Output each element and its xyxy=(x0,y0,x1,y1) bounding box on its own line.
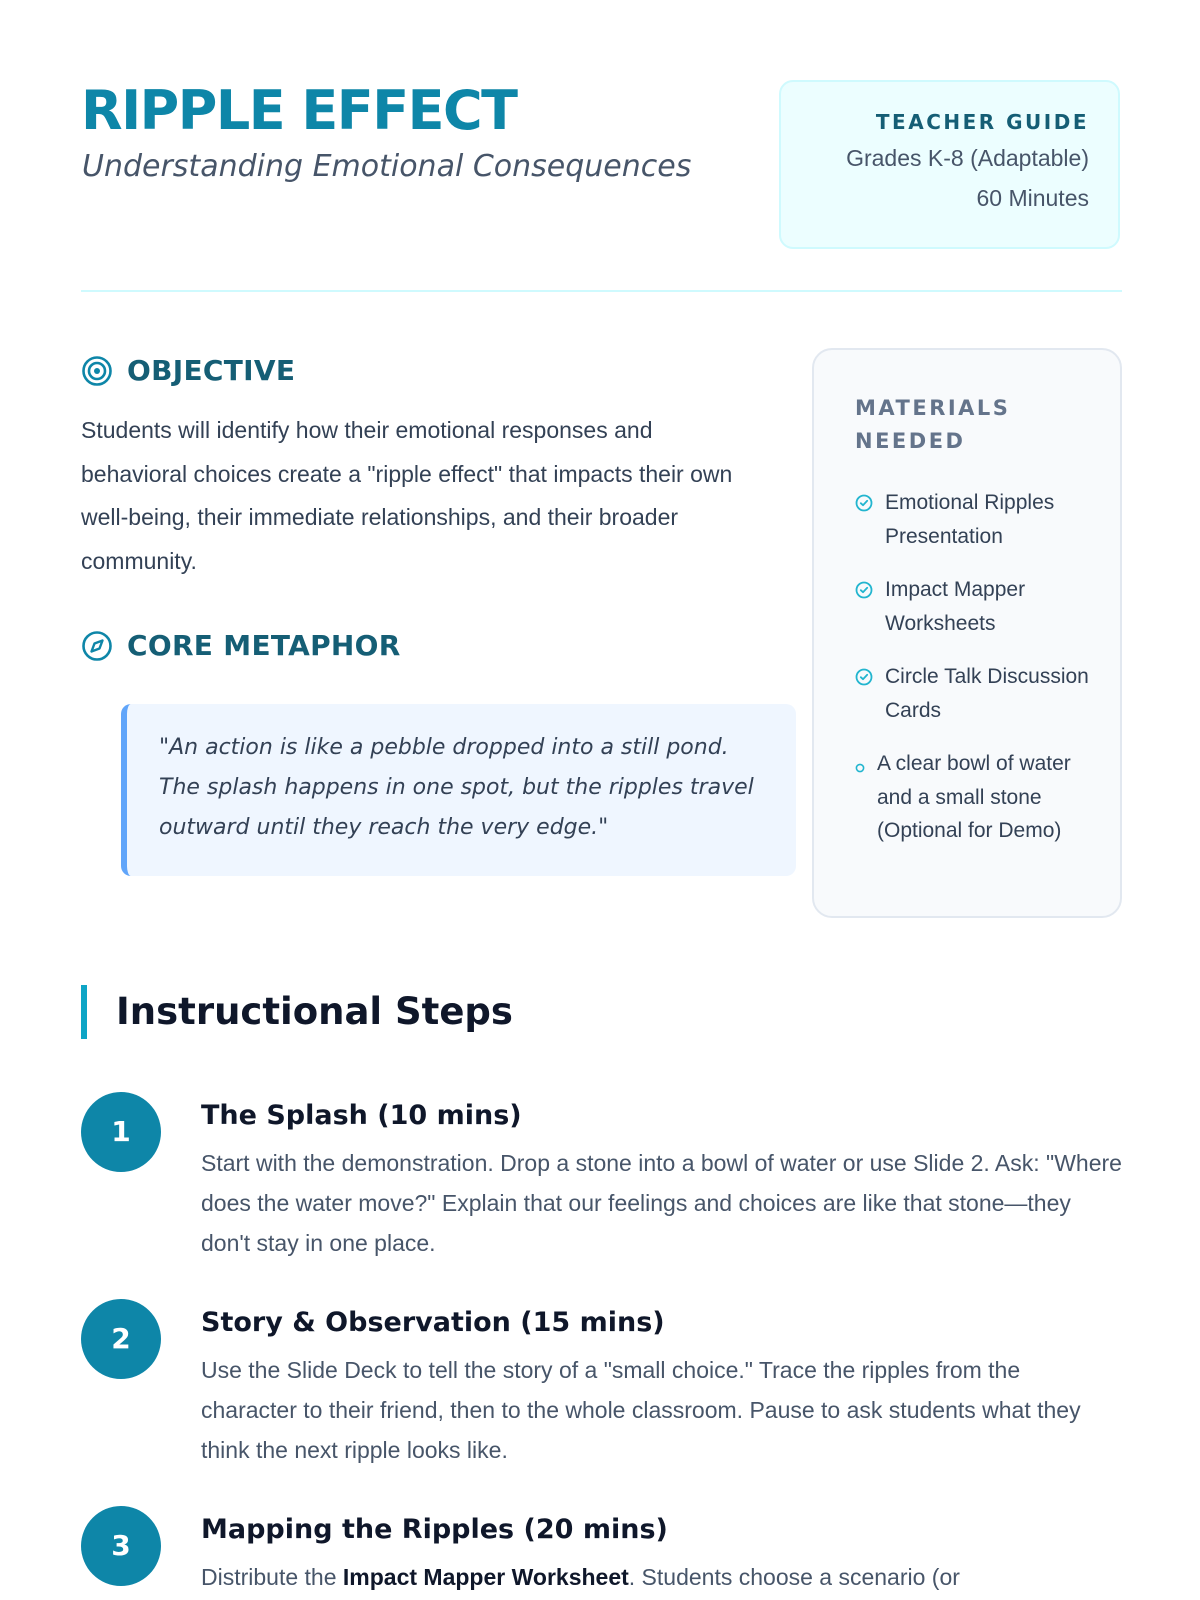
material-item-label: Impact Mapper Worksheets xyxy=(885,578,1026,635)
step-title: Story & Observation (15 mins) xyxy=(201,1307,665,1338)
core-metaphor-heading xyxy=(81,629,401,662)
materials-list xyxy=(855,486,1100,848)
core-metaphor-heading-text: CORE METAPHOR xyxy=(127,629,401,662)
check-circle-icon xyxy=(855,668,873,691)
material-item xyxy=(855,573,1100,640)
worksheet-name: Impact Mapper Worksheet xyxy=(342,1564,629,1590)
step-description xyxy=(201,1557,1122,1597)
page-title: RIPPLE EFFECT xyxy=(81,79,517,142)
material-item xyxy=(855,660,1100,727)
objective-text: Students will identify how their emotional responses and behavioral choices create a "ripple effect" that impacts their own well-being, their immediate relationships, and their broader community. xyxy=(81,417,733,574)
duration-text: 60 Minutes xyxy=(976,185,1089,211)
step-description: Use the Slide Deck to tell the story of a "small choice." Trace the ripples from the character to their friend, then to the whole classroom. Pause to ask students what they think the next ripple looks like. xyxy=(201,1357,1081,1463)
material-item xyxy=(855,486,1100,553)
materials-panel xyxy=(812,348,1122,918)
step-number-badge: 1 xyxy=(81,1092,161,1172)
materials-heading: MATERIALS NEEDED xyxy=(855,396,1011,453)
material-item-label: Emotional Ripples Presentation xyxy=(885,491,1055,548)
step-number-badge: 2 xyxy=(81,1299,161,1379)
material-item xyxy=(855,747,1100,848)
step-title: The Splash (10 mins) xyxy=(201,1100,522,1131)
compass-icon xyxy=(81,630,113,662)
target-icon xyxy=(81,355,113,387)
material-item-label: Circle Talk Discussion Cards xyxy=(885,665,1089,722)
grades-text: Grades K-8 (Adaptable) xyxy=(846,145,1089,171)
header-divider xyxy=(81,290,1122,292)
check-circle-icon xyxy=(855,494,873,517)
page-subtitle: Understanding Emotional Consequences xyxy=(82,149,692,184)
objective-heading xyxy=(81,354,295,387)
step-number-badge: 3 xyxy=(81,1506,161,1586)
guide-label: TEACHER GUIDE xyxy=(875,110,1089,134)
check-circle-icon xyxy=(855,581,873,604)
objective-heading-text: OBJECTIVE xyxy=(127,354,296,387)
step-description: Start with the demonstration. Drop a stone into a bowl of water or use Slide 2. Ask: "Where does the water move?" Explain that our feelings and choices are like that stone—they don't stay in one place. xyxy=(201,1150,1122,1256)
step-description-text: Distribute the xyxy=(201,1564,343,1590)
instructional-steps-heading: Instructional Steps xyxy=(81,985,513,1039)
teacher-guide-box xyxy=(779,80,1120,249)
step-title: Mapping the Ripples (20 mins) xyxy=(201,1514,668,1545)
metaphor-quote: "An action is like a pebble dropped into a still pond. The splash happens in one spot, but the ripples travel outward until they reach the very edge." xyxy=(121,704,796,876)
material-item-label: A clear bowl of water and a small stone (Optional for Demo) xyxy=(877,752,1071,842)
step-description-text: . Students choose a scenario (or xyxy=(628,1564,960,1590)
circle-bullet-icon xyxy=(855,760,865,778)
